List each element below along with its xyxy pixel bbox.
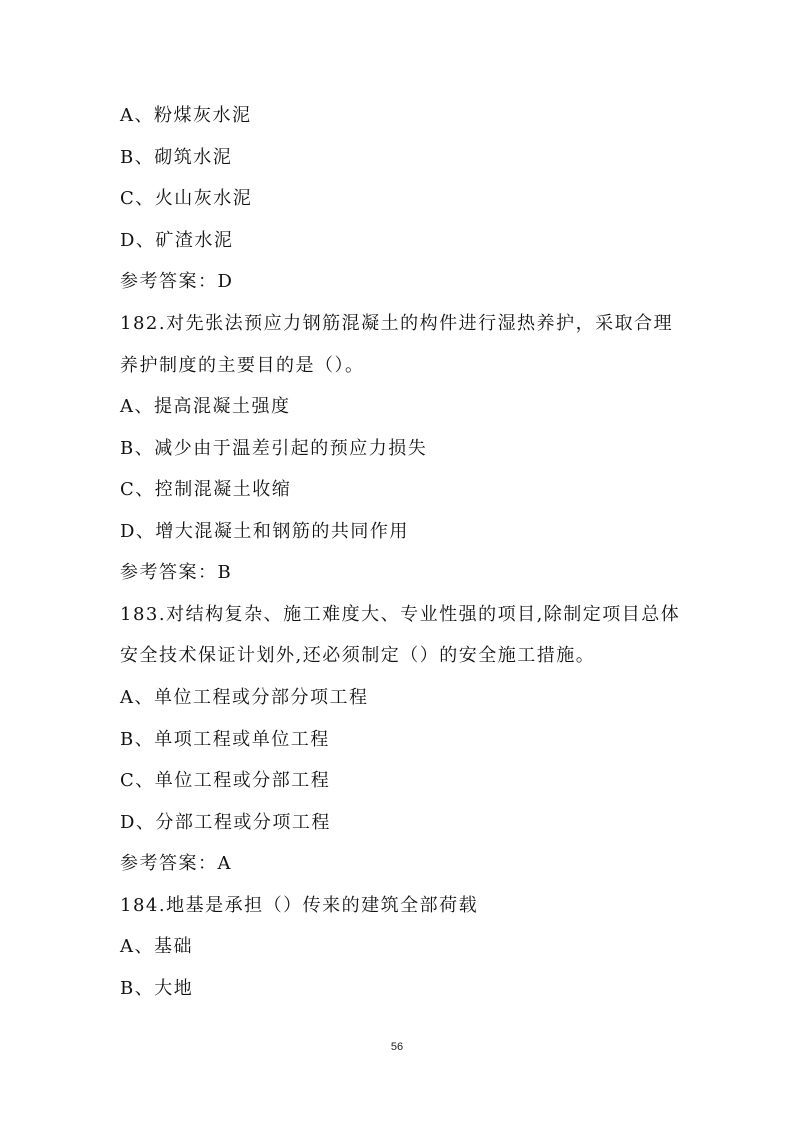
option-d-q181: D、矿渣水泥 <box>120 230 234 251</box>
option-a-q182: A、提高混凝土强度 <box>120 396 291 417</box>
answer-q183: 参考答案：A <box>120 853 232 874</box>
question-182-line-1: 182.对先张法预应力钢筋混凝土的构件进行湿热养护，采取合理 <box>120 313 674 334</box>
option-c-q181: C、火山灰水泥 <box>120 188 253 209</box>
option-a-q183: A、单位工程或分部分项工程 <box>120 687 369 708</box>
option-b-q183: B、单项工程或单位工程 <box>120 729 330 750</box>
option-c-q182: C、控制混凝土收缩 <box>120 479 292 500</box>
option-d-q183: D、分部工程或分项工程 <box>120 812 331 833</box>
option-a-q184: A、基础 <box>120 936 193 957</box>
question-182-line-2: 养护制度的主要目的是（）。 <box>120 355 365 376</box>
option-b-q181: B、砌筑水泥 <box>120 147 233 168</box>
question-183-line-2: 安全技术保证计划外,还必须制定（）的安全施工措施。 <box>120 645 596 666</box>
answer-q182: 参考答案：B <box>120 562 233 583</box>
question-184: 184.地基是承担（）传来的建筑全部荷载 <box>120 895 479 916</box>
page-number: 56 <box>390 1041 404 1053</box>
option-c-q183: C、单位工程或分部工程 <box>120 770 331 791</box>
option-b-q184: B、大地 <box>120 978 194 999</box>
option-b-q182: B、减少由于温差引起的预应力损失 <box>120 438 428 459</box>
question-183-line-1: 183.对结构复杂、施工难度大、专业性强的项目,除制定项目总体 <box>120 604 681 625</box>
option-d-q182: D、增大混凝土和钢筋的共同作用 <box>120 521 409 542</box>
answer-q181: 参考答案：D <box>120 271 234 292</box>
option-a-q181: A、粉煤灰水泥 <box>120 105 252 126</box>
